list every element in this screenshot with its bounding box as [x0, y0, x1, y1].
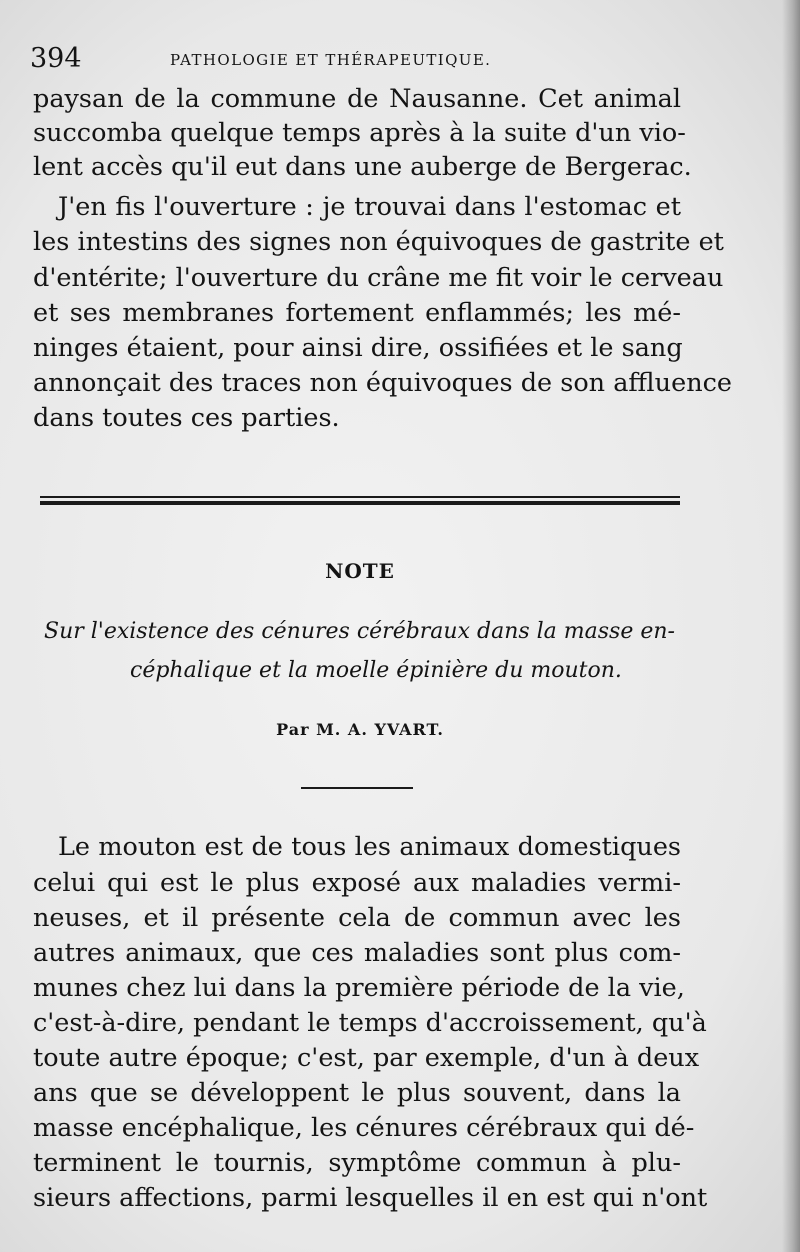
- note-author: Par M. A. YVART.: [276, 720, 444, 739]
- text-line: paysan de la commune de Nausanne. Cet animal: [33, 84, 681, 114]
- text-line: sieurs affections, parmi lesquelles il en est qui n'ont: [33, 1183, 708, 1213]
- page-number: 394: [30, 43, 82, 74]
- note-subtitle-line-2: céphalique et la moelle épinière du mouton.: [130, 658, 622, 683]
- running-head: PATHOLOGIE ET THÉRAPEUTIQUE.: [170, 51, 492, 69]
- text-line: autres animaux, que ces maladies sont plus com-: [33, 938, 681, 968]
- section-rule-thick: [40, 501, 680, 505]
- short-rule: [301, 787, 413, 789]
- text-line: J'en fis l'ouverture : je trouvai dans l'estomac et: [58, 192, 681, 222]
- text-line: les intestins des signes non équivoques de gastrite et: [33, 227, 724, 257]
- text-line: lent accès qu'il eut dans une auberge de Bergerac.: [33, 152, 692, 182]
- text-line: neuses, et il présente cela de commun avec les: [33, 903, 681, 933]
- text-line: terminent le tournis, symptôme commun à plu-: [33, 1148, 681, 1178]
- note-subtitle-line-1: Sur l'existence des cénures cérébraux dans la masse en-: [44, 619, 675, 644]
- section-rule-thin: [40, 496, 680, 498]
- text-line: ninges étaient, pour ainsi dire, ossifiées et le sang: [33, 333, 683, 363]
- page-header: [30, 42, 690, 78]
- text-line: ans que se développent le plus souvent, dans la: [33, 1078, 681, 1108]
- text-line: celui qui est le plus exposé aux maladies vermi-: [33, 868, 681, 898]
- text-line: masse encéphalique, les cénures cérébraux qui dé-: [33, 1113, 695, 1143]
- text-line: toute autre époque; c'est, par exemple, d'un à deux: [33, 1043, 700, 1073]
- text-line: et ses membranes fortement enflammés; les mé-: [33, 298, 681, 328]
- note-title: NOTE: [325, 559, 395, 583]
- text-line: dans toutes ces parties.: [33, 403, 340, 433]
- text-line: munes chez lui dans la première période de la vie,: [33, 973, 685, 1003]
- text-line: Le mouton est de tous les animaux domestiques: [58, 832, 681, 862]
- text-line: d'entérite; l'ouverture du crâne me fit voir le cerveau: [33, 263, 724, 293]
- text-line: c'est-à-dire, pendant le temps d'accroissement, qu'à: [33, 1008, 707, 1038]
- text-line: annonçait des traces non équivoques de son affluence: [33, 368, 732, 398]
- text-line: succomba quelque temps après à la suite d'un vio-: [33, 118, 686, 148]
- page-edge-shadow: [782, 0, 800, 1252]
